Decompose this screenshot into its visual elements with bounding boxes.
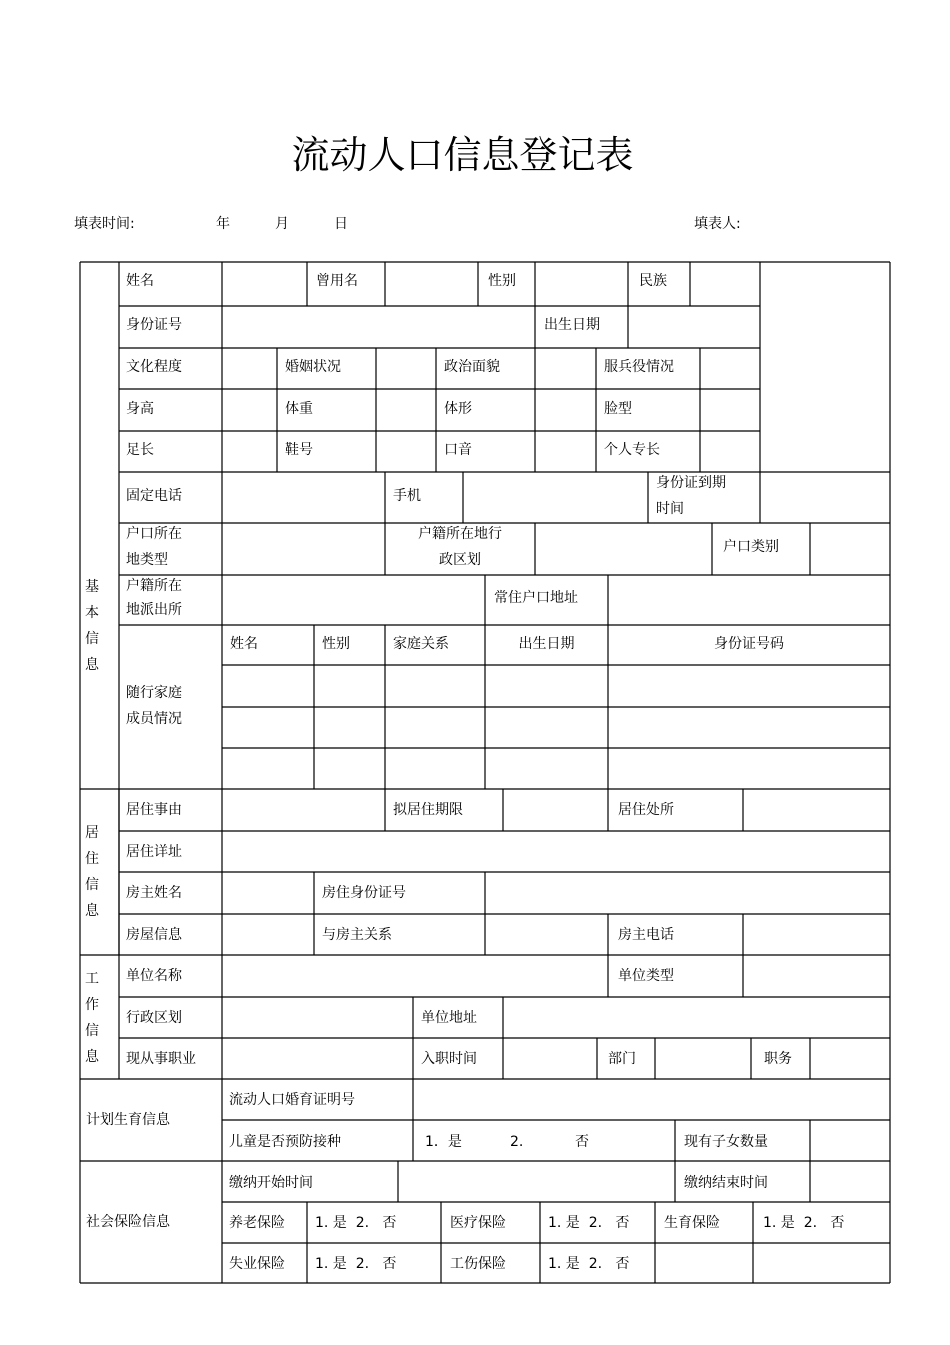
marriage-cert-field[interactable] — [413, 1079, 890, 1120]
former-name-label: 曾用名 — [316, 273, 358, 289]
section-residence-label: 居住信息 — [85, 825, 99, 919]
gender-field[interactable] — [535, 262, 628, 306]
medical-insurance-label: 医疗保险 — [450, 1215, 506, 1231]
day-label: 日 — [334, 216, 348, 232]
pension-insurance-options[interactable]: 1. 是 2. 否 — [315, 1215, 397, 1231]
family-header-relation: 家庭关系 — [393, 636, 449, 652]
unemployment-insurance-options[interactable]: 1. 是 2. 否 — [315, 1256, 397, 1272]
pension-insurance-label: 养老保险 — [229, 1215, 285, 1231]
landlord-relation-label: 与房主关系 — [322, 927, 392, 943]
residence-address-label: 居住详址 — [126, 844, 182, 860]
hire-date-label: 入职时间 — [421, 1051, 477, 1067]
specialty-label: 个人专长 — [604, 442, 660, 458]
hukou-police-label-line1: 户籍所在 — [126, 578, 182, 594]
month-label: 月 — [275, 216, 289, 232]
birth-date-field[interactable] — [628, 306, 760, 348]
position-label: 职务 — [764, 1051, 792, 1067]
payment-end-field[interactable] — [810, 1161, 890, 1202]
marriage-cert-label: 流动人口婚育证明号 — [229, 1092, 355, 1108]
marital-status-label: 婚姻状况 — [285, 359, 341, 375]
injury-insurance-label: 工伤保险 — [450, 1256, 506, 1272]
face-shape-label: 脸型 — [604, 401, 632, 417]
work-region-label: 行政区划 — [126, 1010, 182, 1026]
residence-reason-label: 居住事由 — [126, 802, 182, 818]
occupation-label: 现从事职业 — [126, 1051, 196, 1067]
height-label: 身高 — [126, 401, 154, 417]
mobile-label: 手机 — [393, 488, 421, 504]
house-info-label: 房屋信息 — [126, 927, 182, 943]
political-status-label: 政治面貌 — [444, 359, 500, 375]
family-header-name: 姓名 — [230, 636, 258, 652]
injury-insurance-options[interactable]: 1. 是 2. 否 — [548, 1256, 630, 1272]
vaccination-option-yes[interactable]: 1．是 — [425, 1134, 462, 1150]
family-header-birth-date: 出生日期 — [518, 636, 575, 652]
ethnicity-field[interactable] — [690, 262, 760, 306]
landline-field[interactable] — [222, 472, 385, 523]
birth-date-label: 出生日期 — [544, 317, 600, 333]
gender-label: 性别 — [488, 273, 516, 289]
id-expiry-field[interactable] — [760, 472, 890, 523]
section-social-insurance-label: 社会保险信息 — [86, 1214, 170, 1230]
employer-label: 单位名称 — [126, 968, 182, 984]
department-label: 部门 — [608, 1051, 636, 1067]
family-members-label-line1: 随行家庭 — [126, 685, 182, 701]
fill-time-label: 填表时间: — [74, 216, 135, 232]
planned-period-label: 拟居住期限 — [393, 802, 463, 818]
hukou-loc-type-label-line2: 地类型 — [126, 552, 168, 568]
education-label: 文化程度 — [126, 359, 182, 375]
military-service-label: 服兵役情况 — [604, 359, 674, 375]
hukou-loc-type-label-line1: 户口所在 — [126, 526, 182, 542]
landline-label: 固定电话 — [126, 488, 182, 504]
employer-address-label: 单位地址 — [421, 1010, 477, 1026]
accent-label: 口音 — [444, 442, 472, 458]
section-work-label: 工作信息 — [85, 971, 99, 1065]
name-label: 姓名 — [126, 273, 154, 289]
id-number-field[interactable] — [222, 306, 535, 348]
employer-field[interactable] — [222, 955, 608, 997]
hukou-police-label-line2: 地派出所 — [126, 602, 182, 618]
hukou-category-label: 户口类别 — [723, 539, 779, 555]
hukou-region-label-line1: 户籍所在地行 — [418, 526, 502, 542]
payment-start-field[interactable] — [398, 1161, 675, 1202]
id-number-label: 身份证号 — [126, 317, 182, 333]
medical-insurance-options[interactable]: 1. 是 2. 否 — [548, 1215, 630, 1231]
shoe-size-label: 鞋号 — [285, 442, 313, 458]
family-header-gender: 性别 — [322, 636, 350, 652]
weight-label: 体重 — [285, 401, 313, 417]
filler-label: 填表人: — [694, 216, 741, 232]
body-shape-label: 体形 — [444, 401, 472, 417]
family-header-id-number: 身份证号码 — [714, 636, 784, 652]
employer-address-field[interactable] — [503, 997, 890, 1038]
foot-length-label: 足长 — [126, 442, 154, 458]
permanent-address-field[interactable] — [608, 575, 890, 625]
family-members-label-line2: 成员情况 — [126, 711, 182, 727]
residence-place-label: 居住处所 — [618, 802, 674, 818]
mobile-field[interactable] — [463, 472, 648, 523]
employer-type-label: 单位类型 — [618, 968, 674, 984]
ethnicity-label: 民族 — [639, 273, 667, 289]
vaccination-option-no-number: 2. — [510, 1134, 524, 1150]
section-family-planning-label: 计划生育信息 — [86, 1112, 170, 1128]
residence-address-field[interactable] — [222, 831, 890, 872]
children-count-label: 现有子女数量 — [684, 1134, 768, 1150]
unemployment-insurance-label: 失业保险 — [229, 1256, 285, 1272]
photo-box[interactable] — [760, 262, 890, 472]
year-label: 年 — [216, 216, 230, 232]
payment-start-label: 缴纳开始时间 — [229, 1175, 313, 1191]
page-title: 流动人口信息登记表 — [291, 133, 634, 177]
vaccination-label: 儿童是否预防接种 — [229, 1134, 341, 1150]
maternity-insurance-options[interactable]: 1. 是 2. 否 — [763, 1215, 845, 1231]
id-expiry-label-line1: 身份证到期 — [656, 475, 726, 491]
landlord-phone-label: 房主电话 — [618, 927, 674, 943]
payment-end-label: 缴纳结束时间 — [684, 1175, 768, 1191]
maternity-insurance-label: 生育保险 — [664, 1215, 720, 1231]
hukou-region-label-line2: 政区划 — [439, 552, 481, 568]
permanent-address-label: 常住户口地址 — [494, 590, 578, 606]
former-name-field[interactable] — [385, 262, 478, 306]
landlord-id-label: 房住身份证号 — [322, 885, 406, 901]
children-count-field[interactable] — [810, 1120, 890, 1161]
landlord-name-label: 房主姓名 — [126, 885, 182, 901]
section-basic-label: 基本信息 — [85, 579, 99, 673]
name-field[interactable] — [222, 262, 307, 306]
vaccination-option-no[interactable]: 否 — [575, 1134, 589, 1150]
id-expiry-label-line2: 时间 — [656, 501, 684, 517]
